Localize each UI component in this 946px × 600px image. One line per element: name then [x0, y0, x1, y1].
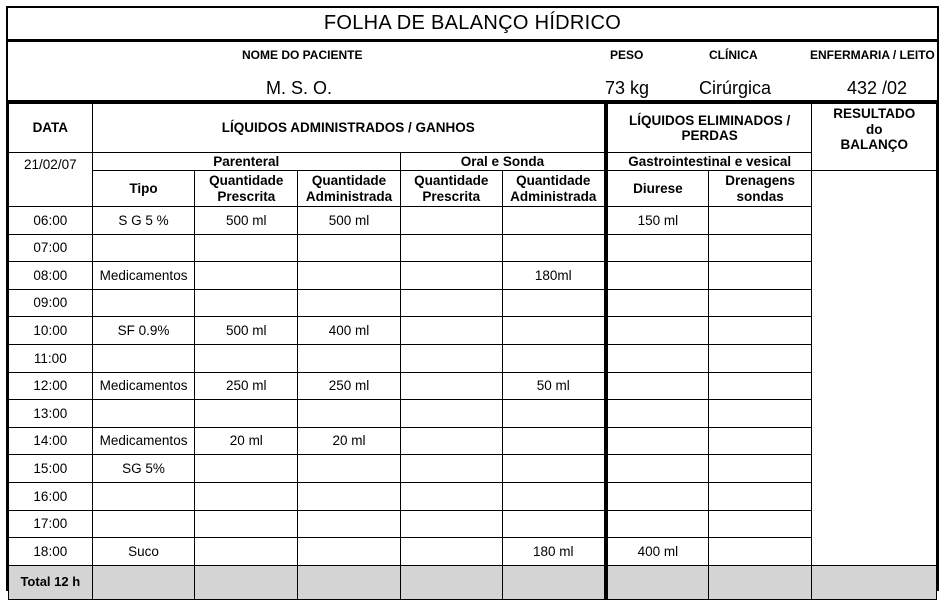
diurese-cell	[606, 289, 708, 317]
time-cell: 15:00	[9, 455, 93, 483]
oral-presc-cell	[400, 455, 502, 483]
table-row	[9, 510, 937, 538]
par-adm-cell	[298, 482, 401, 510]
oral-adm-cell	[502, 234, 606, 262]
table-row	[9, 289, 937, 317]
total-cell	[298, 565, 401, 599]
time-cell: 14:00	[9, 427, 93, 455]
par-adm-cell: 500 ml	[298, 207, 401, 235]
ward-label: ENFERMARIA / LEITO	[810, 48, 935, 62]
par-adm-cell	[298, 455, 401, 483]
dren-cell	[708, 427, 812, 455]
diurese-cell	[606, 234, 708, 262]
fluid-balance-table	[8, 103, 937, 600]
time-cell: 17:00	[9, 510, 93, 538]
total-cell	[708, 565, 812, 599]
table-row	[9, 262, 937, 290]
table-row	[9, 234, 937, 262]
table-row	[9, 427, 937, 455]
tipo-cell: S G 5 %	[92, 207, 195, 235]
tipo-cell	[92, 289, 195, 317]
time-cell: 18:00	[9, 538, 93, 566]
oral-presc-cell	[400, 427, 502, 455]
drenagens-header: Drenagens sondas	[708, 171, 812, 207]
dren-cell	[708, 317, 812, 345]
diurese-cell	[606, 510, 708, 538]
dren-cell	[708, 207, 812, 235]
date-value: 21/02/07	[9, 153, 93, 207]
par-adm-cell	[298, 262, 401, 290]
patient-name: M. S. O.	[266, 78, 333, 98]
tipo-cell	[92, 345, 195, 373]
par-adm-header: Quantidade Administrada	[298, 171, 401, 207]
oral-adm-cell: 180ml	[502, 262, 606, 290]
diurese-cell: 150 ml	[606, 207, 708, 235]
dren-cell	[708, 234, 812, 262]
patient-name-label: NOME DO PACIENTE	[242, 48, 363, 62]
par-presc-cell	[195, 234, 298, 262]
diurese-cell	[606, 345, 708, 373]
oral-adm-cell	[502, 510, 606, 538]
table-row	[9, 538, 937, 566]
oral-presc-cell	[400, 289, 502, 317]
par-adm-cell: 250 ml	[298, 372, 401, 400]
par-presc-cell	[195, 262, 298, 290]
total-cell	[92, 565, 195, 599]
par-adm-cell	[298, 345, 401, 373]
par-presc-cell	[195, 482, 298, 510]
par-presc-cell	[195, 289, 298, 317]
diurese-cell	[606, 427, 708, 455]
time-cell: 13:00	[9, 400, 93, 428]
diurese-cell	[606, 400, 708, 428]
oral-presc-cell	[400, 345, 502, 373]
clinic-value: Cirúrgica	[699, 78, 772, 98]
total-cell	[195, 565, 298, 599]
total-cell	[606, 565, 708, 599]
time-cell: 09:00	[9, 289, 93, 317]
par-presc-cell	[195, 510, 298, 538]
total-cell	[400, 565, 502, 599]
clinic-label: CLÍNICA	[709, 48, 758, 62]
diurese-cell	[606, 482, 708, 510]
oral-adm-cell	[502, 345, 606, 373]
table-row	[9, 345, 937, 373]
gi-header: Gastrointestinal e vesical	[606, 153, 812, 171]
oral-presc-cell	[400, 538, 502, 566]
total-label: Total 12 h	[9, 565, 93, 599]
diurese-cell	[606, 317, 708, 345]
oral-header: Oral e Sonda	[400, 153, 605, 171]
dren-cell	[708, 289, 812, 317]
dren-cell	[708, 345, 812, 373]
diurese-cell	[606, 455, 708, 483]
oral-adm-cell: 50 ml	[502, 372, 606, 400]
table-row	[9, 455, 937, 483]
table-row	[9, 400, 937, 428]
oral-presc-cell	[400, 262, 502, 290]
oral-adm-cell	[502, 455, 606, 483]
result-header: RESULTADO do BALANÇO	[812, 104, 937, 153]
time-cell: 10:00	[9, 317, 93, 345]
tipo-cell	[92, 400, 195, 428]
par-adm-cell	[298, 400, 401, 428]
oral-presc-cell	[400, 317, 502, 345]
oral-presc-cell	[400, 400, 502, 428]
oral-presc-header: Quantidade Prescrita	[400, 171, 502, 207]
par-presc-cell	[195, 455, 298, 483]
par-adm-cell	[298, 234, 401, 262]
time-cell: 11:00	[9, 345, 93, 373]
ward-value: 432 /02	[847, 78, 908, 98]
tipo-cell: Suco	[92, 538, 195, 566]
par-presc-cell	[195, 345, 298, 373]
oral-adm-cell	[502, 482, 606, 510]
oral-adm-cell	[502, 289, 606, 317]
par-adm-cell	[298, 289, 401, 317]
par-presc-cell	[195, 538, 298, 566]
dren-cell	[708, 538, 812, 566]
tipo-cell: Medicamentos	[92, 262, 195, 290]
result-header-cont	[812, 153, 937, 171]
time-cell: 16:00	[9, 482, 93, 510]
diurese-cell	[606, 372, 708, 400]
fluid-balance-sheet	[6, 6, 939, 591]
total-row	[9, 565, 937, 599]
tipo-header: Tipo	[92, 171, 195, 207]
time-cell: 12:00	[9, 372, 93, 400]
dren-cell	[708, 372, 812, 400]
oral-adm-header: Quantidade Administrada	[502, 171, 606, 207]
par-presc-cell: 20 ml	[195, 427, 298, 455]
oral-presc-cell	[400, 234, 502, 262]
par-presc-cell: 500 ml	[195, 207, 298, 235]
oral-adm-cell	[502, 317, 606, 345]
dren-cell	[708, 510, 812, 538]
par-adm-cell: 400 ml	[298, 317, 401, 345]
oral-presc-cell	[400, 372, 502, 400]
administered-header: LÍQUIDOS ADMINISTRADOS / GANHOS	[92, 104, 606, 153]
result-column	[812, 171, 937, 566]
par-presc-cell	[195, 400, 298, 428]
tipo-cell	[92, 510, 195, 538]
date-header: DATA	[9, 104, 93, 153]
time-cell: 07:00	[9, 234, 93, 262]
diurese-header: Diurese	[606, 171, 708, 207]
tipo-cell	[92, 234, 195, 262]
oral-adm-cell: 180 ml	[502, 538, 606, 566]
parenteral-header: Parenteral	[92, 153, 400, 171]
diurese-cell	[606, 262, 708, 290]
sheet-title: FOLHA DE BALANÇO HÍDRICO	[8, 8, 937, 42]
oral-adm-cell	[502, 400, 606, 428]
par-adm-cell	[298, 538, 401, 566]
weight-label: PESO	[610, 48, 644, 62]
dren-cell	[708, 455, 812, 483]
total-cell	[502, 565, 606, 599]
table-row	[9, 482, 937, 510]
oral-presc-cell	[400, 207, 502, 235]
tipo-cell	[92, 482, 195, 510]
diurese-cell: 400 ml	[606, 538, 708, 566]
tipo-cell: Medicamentos	[92, 427, 195, 455]
par-presc-header: Quantidade Prescrita	[195, 171, 298, 207]
par-adm-cell: 20 ml	[298, 427, 401, 455]
par-presc-cell: 250 ml	[195, 372, 298, 400]
time-cell: 08:00	[9, 262, 93, 290]
oral-presc-cell	[400, 482, 502, 510]
oral-adm-cell	[502, 427, 606, 455]
dren-cell	[708, 262, 812, 290]
dren-cell	[708, 400, 812, 428]
par-presc-cell: 500 ml	[195, 317, 298, 345]
table-row	[9, 207, 937, 235]
tipo-cell: SG 5%	[92, 455, 195, 483]
weight-value: 73 kg	[605, 78, 650, 98]
dren-cell	[708, 482, 812, 510]
eliminated-header: LÍQUIDOS ELIMINADOS / PERDAS	[606, 104, 812, 153]
total-cell	[812, 565, 937, 599]
table-row	[9, 317, 937, 345]
table-row	[9, 372, 937, 400]
tipo-cell: SF 0.9%	[92, 317, 195, 345]
par-adm-cell	[298, 510, 401, 538]
oral-adm-cell	[502, 207, 606, 235]
tipo-cell: Medicamentos	[92, 372, 195, 400]
oral-presc-cell	[400, 510, 502, 538]
time-cell: 06:00	[9, 207, 93, 235]
